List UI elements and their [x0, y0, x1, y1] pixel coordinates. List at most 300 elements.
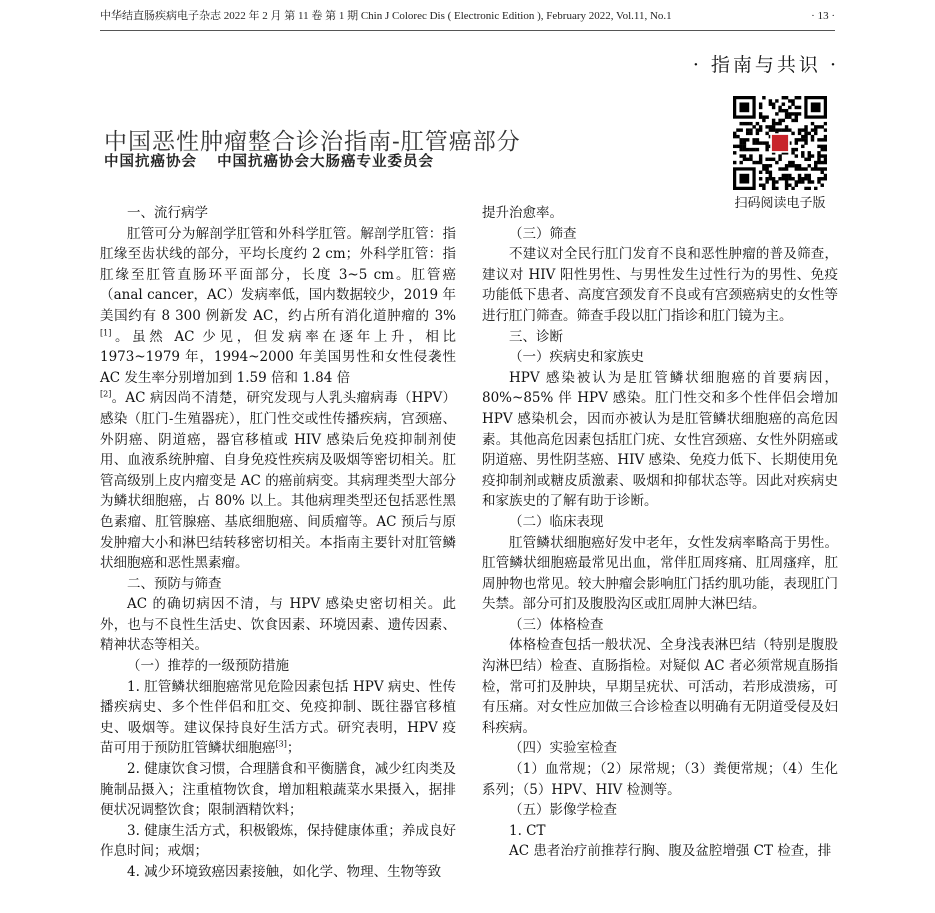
heading-text: （四）实验室检查: [509, 740, 617, 757]
heading-text: 三、诊断: [509, 328, 563, 345]
qr-finder-core: [739, 174, 749, 184]
qr-module: [769, 171, 772, 174]
qr-code-image: [733, 96, 827, 190]
qr-module: [772, 119, 775, 122]
qr-module: [824, 154, 827, 157]
qr-module: [817, 158, 820, 161]
qr-module: [749, 158, 752, 161]
qr-module: [749, 132, 752, 135]
qr-module: [791, 177, 794, 180]
citation-ref: [2]: [100, 389, 112, 399]
qr-module: [782, 128, 785, 131]
paragraph-text: 不建议对全民行肛门发育不良和恶性肿瘤的普及筛查，建议对 HIV 阳性男性、与男性发生过性行为的男性、免疫功能低下患者、高度宫颈发育不良或有宫颈癌病史的女性等进行肛门筛查。筛查手段以肛门指诊和肛门镜为主。: [482, 246, 838, 324]
qr-module: [756, 122, 759, 125]
qr-module: [804, 167, 807, 170]
qr-module: [765, 115, 768, 118]
qr-module: [811, 135, 814, 138]
qr-module: [775, 128, 778, 131]
qr-code[interactable]: [733, 96, 827, 190]
qr-module: [821, 184, 824, 187]
qr-module: [824, 135, 827, 138]
qr-module: [824, 177, 827, 180]
qr-module: [765, 145, 768, 148]
qr-module: [772, 125, 775, 128]
section-heading: [100, 574, 456, 595]
qr-module: [795, 138, 798, 141]
paragraph-text: AC 患者治疗前推荐行胸、腹及盆腔增强 CT 检查，排: [509, 843, 832, 860]
section-heading: [100, 656, 456, 677]
qr-module: [749, 154, 752, 157]
qr-module: [765, 125, 768, 128]
qr-module: [733, 132, 736, 135]
paragraph-text: HPV 感染被认为是肛管鳞状细胞癌的首要病因，80%~85% 伴 HPV 感染。肛门性交和多个性伴侣会增加 HPV 感染机会，因而亦被认为是肛管鳞状细胞癌的高危因素。其他高危因素包括肛门疣、女性宫颈癌、女性外阴癌或阴道癌、男性阴茎癌、HIV 感染、免疫力低下、长期使用免疫抑制剂或糖皮质激素、吸烟和抑郁状态等。因此对疾病史和家族史的了解有助于诊断。: [482, 369, 838, 510]
citation-ref: [1]: [100, 328, 112, 338]
paragraph-text: AC 的确切病因不清，与 HPV 感染史密切相关。此外，也与不良性生活史、饮食因素、环境因素、遗传因素、精神状态等相关。: [100, 596, 456, 654]
qr-module: [739, 145, 742, 148]
qr-module: [785, 164, 788, 167]
qr-module: [798, 128, 801, 131]
paragraph-text: 肛管鳞状细胞癌好发中老年，女性发病率略高于男性。肛管鳞状细胞癌最常见出血，常伴肛周疼痛、肛周瘙痒，肛周肿物也常见。较大肿瘤会影响肛门括约肌功能，表现肛门失禁。部分可扪及腹股沟区或肛周肿大淋巴结。: [482, 534, 838, 613]
qr-module: [775, 99, 778, 102]
qr-module: [795, 112, 798, 115]
qr-module: [739, 141, 742, 144]
qr-module: [746, 138, 749, 141]
qr-module: [775, 161, 778, 164]
author-1: 中国抗癌协会: [104, 153, 197, 170]
paragraph-text: 2. 健康饮食习惯，合理膳食和平衡膳食，减少红肉类及腌制品摄入；注重植物饮食，增加粗粮蔬菜水果摄入，据排便状况调整饮食；限制酒精饮料；: [100, 761, 456, 819]
author-2: 中国抗癌协会大肠癌专业委员会: [217, 153, 435, 170]
qr-module: [772, 158, 775, 161]
qr-module: [821, 171, 824, 174]
paragraph-text: 3. 健康生活方式，积极锻炼，保持健康体重；养成良好作息时间；戒烟；: [100, 822, 456, 860]
paragraph: [482, 368, 838, 512]
paragraph-text: 提升治愈率。: [482, 205, 563, 221]
qr-module: [762, 119, 765, 122]
qr-module: [804, 132, 807, 135]
qr-module: [749, 122, 752, 125]
qr-module: [801, 180, 804, 183]
qr-module: [743, 145, 746, 148]
qr-module: [746, 132, 749, 135]
qr-module: [824, 158, 827, 161]
section-heading: [482, 800, 838, 821]
qr-module: [795, 148, 798, 151]
qr-module: [762, 141, 765, 144]
qr-module: [808, 154, 811, 157]
qr-module: [772, 122, 775, 125]
qr-module: [814, 187, 817, 190]
qr-module: [762, 187, 765, 190]
section-heading: [482, 615, 838, 636]
qr-module: [782, 177, 785, 180]
qr-module: [798, 167, 801, 170]
qr-module: [782, 96, 785, 99]
qr-module: [749, 148, 752, 151]
qr-module: [801, 167, 804, 170]
qr-module: [746, 148, 749, 151]
qr-module: [808, 187, 811, 190]
qr-module: [785, 115, 788, 118]
qr-module: [739, 148, 742, 151]
qr-module: [772, 184, 775, 187]
paragraph-text: 。AC 病因尚不清楚，研究发现与人乳头瘤病毒（HPV）感染（肛门-生殖器疣），肛门性交或性传播疾病，宫颈癌、外阴癌、阴道癌，器官移植或 HIV 感染后免疫抑制剂使用、血液系统肿瘤、自身免疫性疾病及吸烟等密切相关。肛管高级别上皮内瘤变是 AC 的癌前病变。其病理类型大部分为鳞状细胞癌，占 80% 以上。其他病理类型还包括恶性黑色素瘤、肛管腺癌、基底细胞癌、间质瘤等。AC 预后与原发肿瘤大小和淋巴结转移密切相关。本指南主要针对肛管鳞状细胞癌和恶性黑素瘤。: [100, 390, 456, 572]
qr-module: [778, 154, 781, 157]
qr-module: [765, 141, 768, 144]
qr-module: [782, 102, 785, 105]
qr-module: [798, 112, 801, 115]
qr-module: [795, 164, 798, 167]
qr-module: [756, 138, 759, 141]
qr-module: [769, 125, 772, 128]
qr-module: [808, 151, 811, 154]
qr-module: [801, 135, 804, 138]
qr-module: [821, 167, 824, 170]
qr-module: [785, 112, 788, 115]
qr-module: [785, 184, 788, 187]
section-heading: [482, 347, 838, 368]
qr-module: [791, 132, 794, 135]
qr-module: [798, 132, 801, 135]
heading-text: （五）影像学检查: [509, 802, 617, 819]
qr-module: [817, 154, 820, 157]
qr-module: [788, 161, 791, 164]
qr-module: [795, 119, 798, 122]
qr-module: [765, 158, 768, 161]
qr-module: [795, 167, 798, 170]
qr-module: [791, 119, 794, 122]
qr-module: [769, 177, 772, 180]
qr-module: [824, 161, 827, 164]
qr-module: [772, 128, 775, 131]
qr-module: [769, 174, 772, 177]
qr-module: [795, 141, 798, 144]
qr-module: [743, 148, 746, 151]
qr-module: [808, 177, 811, 180]
qr-module: [785, 96, 788, 99]
qr-module: [814, 167, 817, 170]
paragraph-text: 4. 减少环境致癌因素接触，如化学、物理、生物等致: [127, 864, 442, 880]
qr-module: [804, 141, 807, 144]
article-title: 中国恶性肿瘤整合诊治指南-肛管癌部分: [104, 129, 521, 156]
qr-module: [778, 158, 781, 161]
qr-module: [801, 151, 804, 154]
qr-module: [817, 177, 820, 180]
qr-finder-core: [739, 102, 749, 112]
paragraph: [100, 677, 456, 759]
qr-module: [746, 122, 749, 125]
section-heading: [482, 512, 838, 533]
qr-module: [775, 112, 778, 115]
qr-module: [811, 167, 814, 170]
paragraph: [482, 635, 838, 738]
qr-module: [791, 99, 794, 102]
qr-module: [791, 164, 794, 167]
qr-module: [769, 102, 772, 105]
qr-module: [743, 141, 746, 144]
qr-module: [808, 158, 811, 161]
heading-text: 1. CT: [509, 822, 546, 839]
qr-module: [762, 164, 765, 167]
qr-module: [762, 96, 765, 99]
qr-module: [759, 177, 762, 180]
paragraph: [482, 841, 838, 862]
qr-module: [785, 128, 788, 131]
qr-module: [814, 128, 817, 131]
qr-module: [762, 184, 765, 187]
qr-module: [785, 125, 788, 128]
qr-module: [817, 151, 820, 154]
qr-module: [765, 148, 768, 151]
qr-module: [752, 138, 755, 141]
qr-module: [795, 96, 798, 99]
qr-module: [811, 128, 814, 131]
qr-module: [817, 138, 820, 141]
qr-module: [788, 99, 791, 102]
qr-module: [756, 161, 759, 164]
qr-module: [824, 138, 827, 141]
qr-module: [817, 125, 820, 128]
paragraph: [482, 533, 838, 615]
section-heading: [482, 821, 838, 842]
qr-module: [791, 148, 794, 151]
qr-module: [756, 141, 759, 144]
qr-module: [808, 174, 811, 177]
qr-finder-core: [811, 102, 821, 112]
paragraph-continuation: [482, 203, 838, 224]
qr-module: [778, 128, 781, 131]
qr-module: [817, 145, 820, 148]
qr-module: [759, 128, 762, 131]
qr-module: [772, 180, 775, 183]
qr-module: [821, 177, 824, 180]
qr-module: [759, 184, 762, 187]
qr-module: [746, 158, 749, 161]
section-heading: [482, 224, 838, 245]
qr-module: [733, 145, 736, 148]
qr-module: [811, 154, 814, 157]
qr-module: [756, 128, 759, 131]
qr-module: [765, 132, 768, 135]
qr-module: [775, 122, 778, 125]
qr-module: [775, 180, 778, 183]
qr-module: [824, 128, 827, 131]
qr-module: [743, 154, 746, 157]
qr-module: [791, 102, 794, 105]
qr-module: [804, 177, 807, 180]
qr-module: [739, 128, 742, 131]
qr-module: [765, 167, 768, 170]
qr-module: [795, 180, 798, 183]
qr-module: [801, 128, 804, 131]
header-rule: [100, 30, 835, 31]
qr-module: [759, 125, 762, 128]
qr-module: [791, 112, 794, 115]
qr-module: [821, 125, 824, 128]
qr-module: [798, 96, 801, 99]
qr-module: [785, 187, 788, 190]
qr-module: [759, 158, 762, 161]
qr-module: [808, 164, 811, 167]
paragraph: [100, 862, 456, 883]
qr-module: [788, 128, 791, 131]
paragraph-text: （1）血常规；（2）尿常规；（3）粪便常规；（4）生化系列；（5）HPV、HIV 检测等。: [482, 761, 838, 798]
qr-module: [801, 177, 804, 180]
qr-module: [788, 115, 791, 118]
qr-module: [739, 138, 742, 141]
qr-module: [814, 164, 817, 167]
qr-module: [798, 106, 801, 109]
qr-module: [733, 151, 736, 154]
qr-module: [736, 145, 739, 148]
qr-module: [804, 187, 807, 190]
qr-module: [746, 128, 749, 131]
qr-module: [814, 125, 817, 128]
qr-module: [752, 125, 755, 128]
qr-module: [778, 109, 781, 112]
qr-module: [788, 177, 791, 180]
qr-module: [769, 158, 772, 161]
qr-module: [795, 115, 798, 118]
heading-text: 一、流行病学: [127, 205, 208, 221]
qr-module: [785, 177, 788, 180]
qr-module: [739, 122, 742, 125]
qr-module: [743, 158, 746, 161]
qr-module: [759, 106, 762, 109]
qr-module: [743, 122, 746, 125]
paragraph-text: 肛管可分为解剖学肛管和外科学肛管。解剖学肛管：指肛缘至齿状线的部分，平均长度约 2 cm；外科学肛管：指肛缘至肛管直肠环平面部分，长度 3~5 cm。肛管癌（anal cancer，AC）发病率低，国内数据较少，2019 年美国约有 8 300 例新发 AC，约占所有消化道肿瘤的 3%: [100, 225, 456, 324]
qr-module: [821, 154, 824, 157]
qr-module: [778, 106, 781, 109]
heading-text: （一）推荐的一级预防措施: [127, 658, 289, 675]
qr-module: [782, 109, 785, 112]
qr-module: [756, 132, 759, 135]
qr-module: [824, 122, 827, 125]
heading-text: 二、预防与筛查: [127, 575, 222, 592]
paragraph-text: 1. 肛管鳞状细胞癌常见危险因素包括 HPV 病史、性传播疾病史、多个性伴侣和肛交、免疫抑制、既往器官移植史、吸烟等。建议保持良好生活方式。研究表明，HPV 疫苗可用于预防肛管鳞状细胞癌: [100, 678, 456, 757]
paragraph-text: ；: [286, 740, 301, 757]
qr-module: [733, 161, 736, 164]
qr-module: [788, 174, 791, 177]
qr-module: [733, 135, 736, 138]
qr-module: [785, 180, 788, 183]
qr-module: [821, 138, 824, 141]
qr-module: [775, 187, 778, 190]
qr-module: [804, 135, 807, 138]
qr-module: [759, 161, 762, 164]
qr-module: [778, 177, 781, 180]
qr-module: [762, 115, 765, 118]
qr-module: [759, 141, 762, 144]
qr-module: [759, 102, 762, 105]
qr-module: [824, 174, 827, 177]
qr-module: [759, 112, 762, 115]
paragraph: [482, 244, 838, 326]
qr-module: [769, 99, 772, 102]
qr-module: [811, 180, 814, 183]
heading-text: （二）临床表现: [509, 513, 604, 530]
section-heading: [100, 203, 456, 224]
qr-module: [759, 115, 762, 118]
qr-module: [791, 161, 794, 164]
qr-module: [736, 135, 739, 138]
qr-module: [736, 128, 739, 131]
qr-caption: 扫码阅读电子版: [734, 196, 826, 211]
qr-module: [804, 138, 807, 141]
qr-module: [824, 148, 827, 151]
qr-module: [782, 119, 785, 122]
qr-module: [795, 184, 798, 187]
qr-module: [788, 184, 791, 187]
qr-module: [811, 122, 814, 125]
paragraph: [100, 224, 456, 389]
qr-module: [785, 109, 788, 112]
qr-module: [785, 174, 788, 177]
qr-module: [798, 138, 801, 141]
qr-module: [817, 180, 820, 183]
qr-module: [782, 167, 785, 170]
qr-module: [756, 148, 759, 151]
qr-module: [759, 171, 762, 174]
qr-module: [821, 145, 824, 148]
qr-module: [798, 174, 801, 177]
qr-module: [791, 187, 794, 190]
heading-text: （一）疾病史和家族史: [509, 349, 644, 366]
qr-logo: [772, 135, 788, 151]
qr-module: [752, 148, 755, 151]
qr-module: [791, 151, 794, 154]
qr-module: [804, 125, 807, 128]
qr-module: [811, 138, 814, 141]
qr-module: [743, 138, 746, 141]
qr-module: [817, 161, 820, 164]
qr-module: [808, 132, 811, 135]
qr-module: [772, 106, 775, 109]
qr-module: [804, 128, 807, 131]
qr-module: [772, 187, 775, 190]
paragraph: [100, 388, 456, 573]
paragraph: [100, 821, 456, 862]
qr-module: [824, 167, 827, 170]
qr-module: [795, 154, 798, 157]
qr-module: [778, 119, 781, 122]
right-column: [482, 203, 838, 862]
qr-module: [801, 145, 804, 148]
qr-module: [762, 167, 765, 170]
qr-module: [739, 154, 742, 157]
qr-module: [798, 164, 801, 167]
qr-module: [749, 128, 752, 131]
qr-module: [769, 164, 772, 167]
page-number: · 13 ·: [811, 10, 835, 22]
qr-module: [798, 180, 801, 183]
qr-module: [765, 177, 768, 180]
qr-module: [785, 167, 788, 170]
qr-module: [798, 177, 801, 180]
running-header: [100, 8, 835, 24]
qr-module: [788, 106, 791, 109]
paragraph: [100, 594, 456, 656]
paragraph: [100, 759, 456, 821]
qr-module: [808, 180, 811, 183]
citation-ref: [3]: [275, 739, 287, 749]
qr-module: [765, 164, 768, 167]
qr-module: [824, 145, 827, 148]
qr-module: [788, 112, 791, 115]
qr-module: [814, 132, 817, 135]
qr-module: [769, 128, 772, 131]
qr-module: [772, 102, 775, 105]
qr-module: [778, 122, 781, 125]
